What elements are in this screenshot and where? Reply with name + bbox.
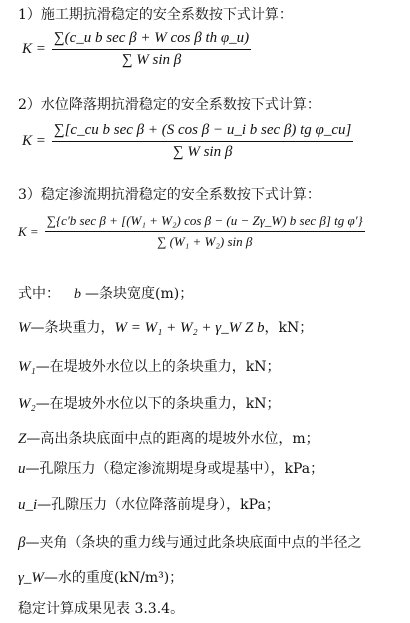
definition-text: —在堤坡外水位以上的条块重力，kN； bbox=[35, 359, 281, 375]
drawdown-formula bbox=[22, 122, 353, 161]
seepage-formula bbox=[18, 213, 365, 250]
definition-gammaW bbox=[18, 567, 183, 587]
weight-formula: W = W₁ + W₂ + γ_W Z b bbox=[114, 320, 265, 336]
symbol-ui: u_i bbox=[18, 497, 38, 513]
definition-b bbox=[18, 283, 193, 303]
symbol-b: b bbox=[74, 287, 81, 302]
definition-text: —条块重力， bbox=[30, 320, 115, 336]
formula-denominator: ∑ W sin β bbox=[121, 52, 182, 68]
definition-ui bbox=[18, 494, 280, 514]
fraction bbox=[45, 213, 365, 250]
definition-text: —在堤坡外水位以下的条块重力，kN； bbox=[35, 396, 281, 412]
formula-numerator: ∑(c_u b sec β + W cos β th φ_u) bbox=[52, 30, 251, 50]
formula-lhs: K = bbox=[18, 223, 39, 239]
symbol-beta: β bbox=[18, 535, 26, 551]
definition-prefix: 式中： bbox=[18, 286, 60, 302]
construction-title: 1）施工期抗滑稳定的安全系数按下式计算： bbox=[18, 7, 293, 23]
fraction bbox=[52, 122, 353, 161]
seepage-title: 3）稳定渗流期抗滑稳定的安全系数按下式计算： bbox=[18, 187, 321, 203]
definition-W1 bbox=[18, 356, 280, 376]
symbol-W: W bbox=[18, 320, 31, 336]
formula-numerator: ∑[c_cu b sec β + (S cos β − u_i b sec β) tg φ_cu] bbox=[52, 122, 353, 142]
definition-text: —水的重度(kN/m³)； bbox=[43, 570, 184, 586]
formula-lhs: K = bbox=[22, 41, 46, 57]
symbol-W1: W₁ bbox=[18, 359, 36, 375]
definition-W bbox=[18, 317, 313, 337]
construction-formula bbox=[22, 30, 251, 69]
definition-text: —孔隙压力（水位降落前堤身），kPa； bbox=[37, 497, 280, 513]
definition-u bbox=[18, 458, 324, 478]
definition-beta bbox=[18, 532, 361, 552]
symbol-W2: W₂ bbox=[18, 396, 36, 412]
symbol-Z: Z bbox=[18, 431, 27, 447]
fraction bbox=[52, 30, 251, 69]
symbol-u: u bbox=[18, 461, 26, 477]
definition-text: —夹角（条块的重力线与通过此条块底面中点的半径之 bbox=[25, 535, 362, 551]
drawdown-title: 2）水位降落期抗滑稳定的安全系数按下式计算： bbox=[18, 97, 321, 113]
formula-denominator: ∑ (W₁ + W₂) sin β bbox=[157, 234, 253, 249]
definition-text: —高出条块底面中点的距离的堤坡外水位，m； bbox=[26, 431, 320, 447]
definition-unit: ，kN； bbox=[264, 320, 314, 336]
formula-lhs: K = bbox=[22, 133, 46, 149]
definition-Z bbox=[18, 428, 320, 448]
definition-text: —条块宽度(m)； bbox=[85, 286, 194, 302]
formula-denominator: ∑ W sin β bbox=[172, 144, 233, 160]
definition-W2 bbox=[18, 393, 280, 413]
definition-text: —孔隙压力（稳定渗流期堤身或堤基中），kPa； bbox=[25, 461, 325, 477]
footer-note: 稳定计算成果见表 3.3.4。 bbox=[18, 601, 185, 617]
symbol-gammaW: γ_W bbox=[18, 570, 44, 586]
formula-numerator: ∑{c′b sec β + [(W₁ + W₂) cos β − (u − Zγ_W) b sec β] tg φ′} bbox=[45, 213, 365, 232]
